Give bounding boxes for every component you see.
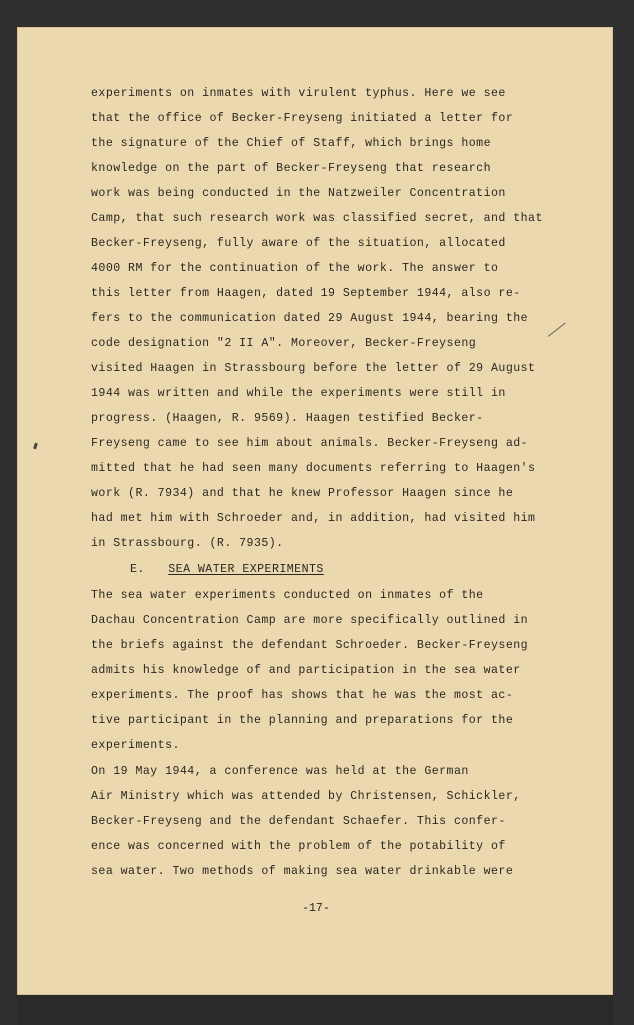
text-line: this letter from Haagen, dated 19 September 1944, also re- [91,287,521,300]
text-line: experiments. [91,739,180,752]
text-line: admits his knowledge of and participation in the sea water [91,664,521,677]
text-line: Becker-Freyseng and the defendant Schaefer. This confer- [91,815,506,828]
text-line: On 19 May 1944, a conference was held at the German [91,765,469,778]
text-line: tive participant in the planning and preparations for the [91,714,514,727]
text-line: knowledge on the part of Becker-Freyseng that research [91,162,491,175]
text-line: sea water. Two methods of making sea water drinkable were [91,865,514,878]
background-edge [17,995,613,1025]
text-line: Camp, that such research work was classified secret, and that [91,212,543,225]
page-number: -17- [302,902,330,915]
text-line: work was being conducted in the Natzweiler Concentration [91,187,506,200]
text-line: the signature of the Chief of Staff, which brings home [91,137,491,150]
text-line: had met him with Schroeder and, in addition, had visited him [91,512,536,525]
text-line: work (R. 7934) and that he knew Professor Haagen since he [91,487,514,500]
text-line: code designation "2 II A". Moreover, Becker-Freyseng [91,337,477,350]
text-line: Becker-Freyseng, fully aware of the situation, allocated [91,237,506,250]
text-line: that the office of Becker-Freyseng initiated a letter for [91,112,514,125]
text-line: Dachau Concentration Camp are more specifically outlined in [91,614,529,627]
text-line: Freyseng came to see him about animals. Becker-Freyseng ad- [91,437,529,450]
text-line: visited Haagen in Strassbourg before the letter of 29 August [91,362,536,375]
text-line: ence was concerned with the problem of the potability of [91,840,506,853]
text-line: progress. (Haagen, R. 9569). Haagen testified Becker- [91,412,484,425]
text-line: 4000 RM for the continuation of the work. The answer to [91,262,499,275]
section-heading-title: SEA WATER EXPERIMENTS [168,563,324,576]
text-line: the briefs against the defendant Schroeder. Becker-Freyseng [91,639,529,652]
text-line: The sea water experiments conducted on inmates of the [91,589,484,602]
section-heading [130,563,324,577]
text-line: 1944 was written and while the experiments were still in [91,387,506,400]
section-heading-letter: E. [130,563,145,576]
text-line: experiments. The proof has shows that he was the most ac- [91,689,514,702]
text-line: fers to the communication dated 29 August 1944, bearing the [91,312,529,325]
text-line: in Strassbourg. (R. 7935). [91,537,284,550]
text-line: Air Ministry which was attended by Christensen, Schickler, [91,790,521,803]
text-line: experiments on inmates with virulent typhus. Here we see [91,87,506,100]
text-line: mitted that he had seen many documents referring to Haagen's [91,462,536,475]
